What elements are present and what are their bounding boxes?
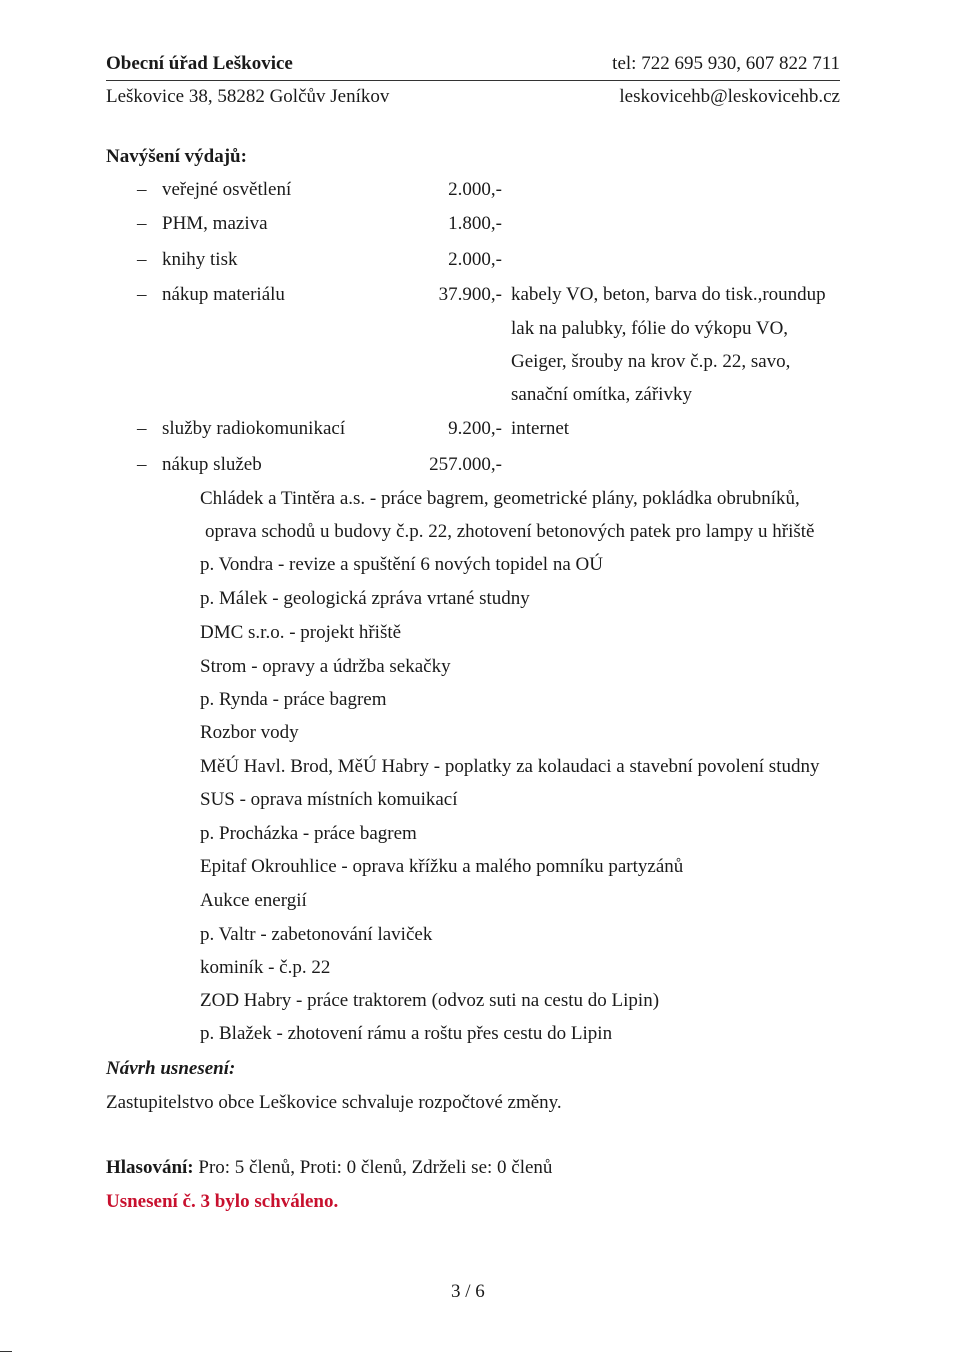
supplier-line: oprava schodů u budovy č.p. 22, zhotovení betonových patek pro lampy u hřiště (205, 521, 815, 542)
list-dash: – (137, 284, 147, 305)
supplier-line: Strom - opravy a údržba sekačky (200, 656, 451, 677)
expense-label: veřejné osvětlení (162, 179, 292, 200)
resolution-status: Usnesení č. 3 bylo schváleno. (106, 1191, 339, 1212)
expense-label: PHM, maziva (162, 213, 268, 234)
supplier-line: p. Valtr - zabetonování laviček (200, 924, 433, 945)
supplier-line: Chládek a Tintěra a.s. - práce bagrem, geometrické plány, pokládka obrubníků, (200, 488, 800, 509)
expense-amount: 2.000,- (448, 179, 502, 200)
supplier-line: DMC s.r.o. - projekt hřiště (200, 622, 402, 643)
expense-amount: 9.200,- (448, 418, 502, 439)
supplier-line: ZOD Habry - práce traktorem (odvoz suti na cestu do Lipin) (200, 990, 660, 1011)
expense-note-line: Geiger, šrouby na krov č.p. 22, savo, (511, 351, 791, 372)
expense-note-line: lak na palubky, fólie do výkopu VO, (511, 318, 789, 339)
supplier-line: Epitaf Okrouhlice - oprava křížku a malého pomníku partyzánů (200, 856, 684, 877)
expense-note: internet (511, 418, 570, 439)
expense-amount: 257.000,- (429, 454, 502, 475)
page-number: 3 / 6 (451, 1281, 485, 1302)
list-dash: – (137, 418, 147, 439)
supplier-line: MěÚ Havl. Brod, MěÚ Habry - poplatky za kolaudaci a stavební povolení studny (200, 756, 820, 777)
expense-amount: 1.800,- (448, 213, 502, 234)
office-email: leskovicehb@leskovicehb.cz (619, 86, 840, 107)
supplier-line: SUS - oprava místních komuikací (200, 789, 458, 810)
supplier-line: Rozbor vody (200, 722, 299, 743)
office-address: Leškovice 38, 58282 Golčův Jeníkov (106, 86, 390, 107)
expense-note-line: sanační omítka, zářivky (511, 384, 692, 405)
expense-label: služby radiokomunikací (162, 418, 346, 439)
expense-amount: 37.900,- (438, 284, 502, 305)
header-rule (106, 80, 840, 81)
expense-label: knihy tisk (162, 249, 238, 270)
expense-note: kabely VO, beton, barva do tisk.,roundup (511, 284, 826, 305)
voting-result (106, 1157, 552, 1179)
supplier-line: Aukce energií (200, 890, 307, 911)
voting-text: Pro: 5 členů, Proti: 0 členů, Zdrželi se: 0 členů (193, 1157, 553, 1178)
voting-label: Hlasování: (106, 1157, 194, 1178)
supplier-line: p. Blažek - zhotovení rámu a roštu přes cestu do Lipin (200, 1023, 613, 1044)
section-title: Navýšení výdajů: (106, 146, 247, 167)
motion-text: Zastupitelstvo obce Leškovice schvaluje rozpočtové změny. (106, 1092, 562, 1113)
expense-amount: 2.000,- (448, 249, 502, 270)
list-dash: – (137, 213, 147, 234)
supplier-line: p. Rynda - práce bagrem (200, 689, 387, 710)
supplier-line: p. Procházka - práce bagrem (200, 823, 417, 844)
supplier-line: p. Vondra - revize a spuštění 6 nových topidel na OÚ (200, 554, 603, 575)
supplier-line: kominík - č.p. 22 (200, 957, 331, 978)
supplier-line: p. Málek - geologická zpráva vrtané studny (200, 588, 530, 609)
list-dash: – (137, 249, 147, 270)
expense-label: nákup materiálu (162, 284, 285, 305)
scan-edge-mark (0, 1351, 12, 1352)
list-dash: – (137, 179, 147, 200)
expense-label: nákup služeb (162, 454, 262, 475)
motion-title: Návrh usnesení: (106, 1058, 236, 1079)
office-phone: tel: 722 695 930, 607 822 711 (612, 53, 840, 74)
office-name: Obecní úřad Leškovice (106, 53, 293, 74)
list-dash: – (137, 454, 147, 475)
